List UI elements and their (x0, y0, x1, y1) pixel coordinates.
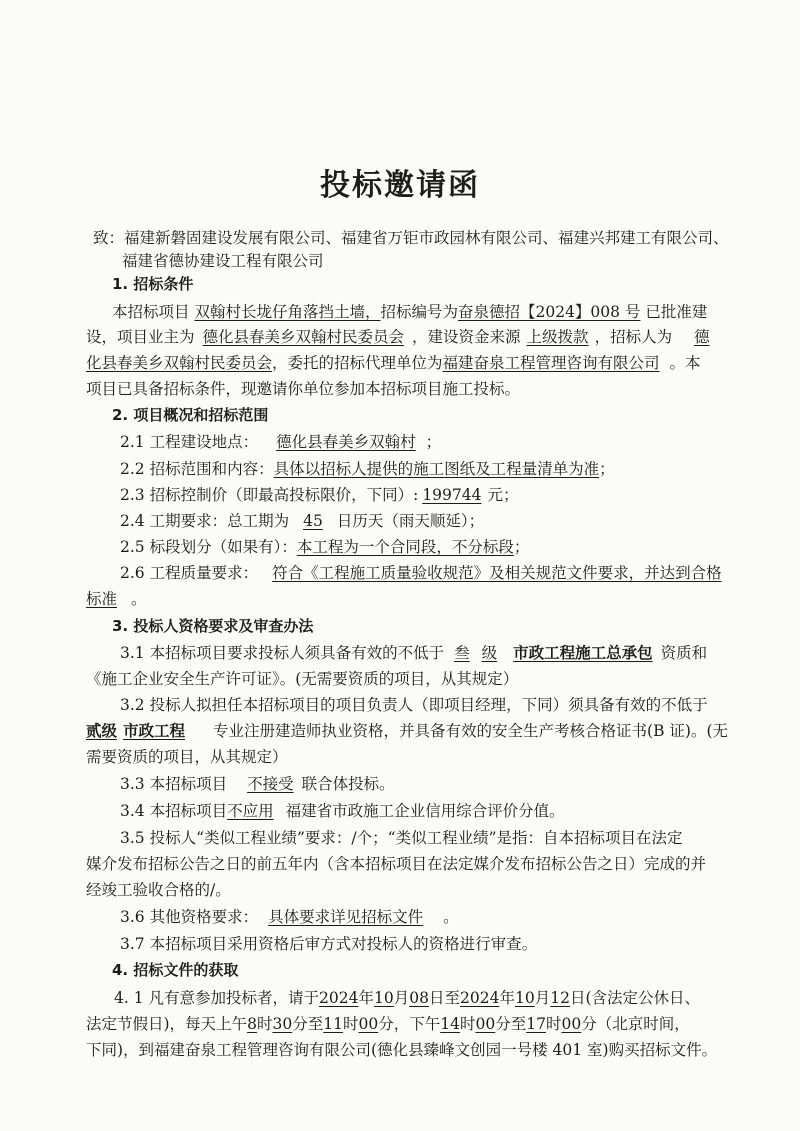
s2-item-3 (120, 485, 519, 505)
s2-item-5 (120, 537, 529, 557)
s1-text: 设，项目业主为 (86, 328, 195, 346)
s1-paragraph-line-4: 项目已具备招标条件，现邀请你单位参加本招标项目施工投标。 (86, 380, 521, 398)
s3-item-2-line-1: 3.2 投标人拟担任本招标项目的项目负责人（即项目经理，下同）须具备有效的不低于 (120, 696, 708, 714)
s4-text: 年 (358, 989, 374, 1007)
tender-number: 奋泉德招【2024】008 号 (457, 303, 641, 321)
section-4-heading: 4. 招标文件的获取 (112, 961, 239, 979)
start-month: 10 (373, 989, 394, 1007)
s1-text: ，招标人为 (594, 328, 673, 346)
s3-text: 资质和 (660, 644, 708, 662)
construction-period: 45 (303, 512, 323, 530)
s2-item-end: 日历天（雨天顺延）； (336, 512, 485, 530)
s1-text: ，委托的招标代理单位为 (272, 354, 443, 372)
s3-item-1 (120, 643, 707, 663)
s2-item-6 (120, 563, 722, 583)
s3-text: 专业注册建造师执业资格，并具备有效的安全生产考核合格证书(B 证)。(无 (213, 722, 728, 740)
section-2-heading: 2. 项目概况和招标范围 (112, 406, 269, 424)
s2-item-label: 2.2 招标范围和内容： (120, 460, 274, 478)
s3-item-5-line-2: 媒介发布招标公告之日的前五年内（含本招标项目在法定媒介发布招标公告之日）完成的并 (86, 855, 707, 873)
s3-text: 福建省市政施工企业信用综合评价分值。 (285, 802, 565, 820)
project-name: 双翰村长垅仔角落挡土墙， (194, 303, 381, 321)
s2-item-end: 元； (487, 486, 519, 504)
section-1-heading: 1. 招标条件 (112, 275, 194, 293)
consortium-bid: 不接受 (247, 775, 294, 793)
s1-text: 招标编号为 (380, 303, 458, 321)
am-end-hour: 11 (323, 1015, 343, 1033)
pm-start-minute: 00 (475, 1015, 496, 1033)
s3-text: 3.3 本招标项目 (120, 775, 228, 793)
fund-source: 上级拨款 (526, 328, 589, 346)
addressee-line-1: 致：福建新磐固建设发展有限公司、福建省万钜市政园林有限公司、福建兴邦建工有限公司、 (93, 229, 729, 247)
s2-item-label: 2.6 工程质量要求： (120, 564, 259, 582)
s3-text: 联合体投标。 (301, 775, 395, 793)
qualification-type: 市政工程施工总承包 (513, 643, 653, 662)
tenderee-part-1: 德 (694, 328, 710, 346)
s3-item-1-line-2: 《施工企业安全生产许可证》。(无需要资质的项目，从其规定） (86, 670, 519, 688)
s2-item-2 (120, 459, 615, 479)
s2-item-1 (120, 432, 441, 452)
qualification-grade: 叁 (454, 644, 470, 662)
s3-item-7: 3.7 本招标项目采用资格后审方式对投标人的资格进行审查。 (120, 935, 538, 953)
s3-item-5-line-3: 经竣工验收合格的/。 (86, 881, 231, 899)
pm-end-hour: 17 (526, 1015, 546, 1033)
construction-site: 德化县春美乡双翰村 (276, 433, 416, 451)
s4-text: 日(含法定公休日、 (569, 989, 700, 1007)
other-requirements: 具体要求详见招标文件 (268, 908, 424, 926)
s3-item-2-line-2 (86, 721, 728, 741)
am-start-hour: 8 (247, 1015, 257, 1033)
am-start-minute: 30 (272, 1015, 293, 1033)
addressee-line-2: 福建省德协建设工程有限公司 (122, 252, 324, 270)
tenderee-part-2: 化县春美乡双翰村民委员会 (86, 354, 273, 372)
s4-text: 年 (499, 989, 515, 1007)
project-owner: 德化县春美乡双翰村民委员会 (202, 328, 405, 346)
s4-text: 4. 1 凡有意参加投标者，请于 (114, 989, 320, 1007)
s3-text: 3.4 本招标项目 (120, 802, 228, 820)
pm-end-minute: 00 (561, 1015, 582, 1033)
s2-item-label: 2.3 招标控制价（即最高投标限价，下同）: (120, 486, 419, 504)
s1-text: 。本 (669, 354, 701, 372)
s4-text: 月 (393, 989, 410, 1007)
s3-item-4 (120, 801, 565, 821)
section-3-heading: 3. 投标人资格要求及审查办法 (112, 617, 314, 635)
quality-requirement: 符合《工程施工质量验收规范》及相关规范文件要求，并达到合格 (272, 564, 722, 582)
s4-text: 日至 (428, 989, 460, 1007)
s3-text: 3.1 本招标项目要求投标人须具备有效的不低于 (120, 644, 445, 662)
credit-evaluation: 不应用 (227, 802, 274, 820)
s4-text: 分，下午 (378, 1015, 441, 1033)
s2-item-label: 2.5 标段划分（如果有）： (120, 538, 297, 556)
s2-item-end: 。 (131, 590, 147, 608)
tender-scope: 具体以招标人提供的施工图纸及工程量清单为准 (273, 460, 600, 478)
constructor-major: 市政工程 (123, 721, 186, 740)
s4-line-2 (86, 1014, 690, 1034)
grade-unit: 级 (481, 644, 498, 662)
agent-name: 福建奋泉工程管理咨询有限公司 (442, 354, 660, 372)
page-title: 投标邀请函 (320, 168, 480, 203)
s1-paragraph-line-2 (86, 327, 710, 347)
s4-text: 法定节假日)，每天上午 (86, 1015, 248, 1033)
s4-line-3: 下同)，到福建奋泉工程管理咨询有限公司(德化县臻峰文创园一号楼 401 室)购买招标文件。 (86, 1041, 718, 1059)
pm-start-hour: 14 (440, 1015, 460, 1033)
end-year: 2024 (459, 989, 500, 1007)
s2-item-end: ； (513, 538, 530, 556)
s2-item-label: 2.1 工程建设地点： (120, 433, 259, 451)
start-day: 08 (409, 989, 429, 1007)
s2-item-4 (120, 511, 484, 531)
s3-text: 3.6 其他资格要求： (120, 908, 259, 926)
s2-item-6-cont (86, 589, 147, 609)
s4-text: 时 (545, 1015, 562, 1033)
start-year: 2024 (319, 989, 359, 1007)
s1-paragraph-line-3 (86, 353, 701, 373)
s3-item-5-line-1: 3.5 投标人“类似工程业绩”要求：/个；“类似工程业绩”是指：自本招标项目在法定 (120, 829, 683, 847)
s3-item-6 (120, 907, 459, 927)
s2-item-end: ； (599, 460, 615, 478)
end-day: 12 (550, 989, 570, 1007)
s4-text: 时 (459, 1015, 476, 1033)
s3-item-2-line-3: 需要资质的项目，从其规定） (86, 748, 288, 766)
s4-text: 分至 (495, 1015, 527, 1033)
s4-text: 分至 (292, 1015, 324, 1033)
s2-item-end: ； (425, 433, 442, 451)
lot-division: 本工程为一个合同段，不分标段 (296, 538, 514, 556)
constructor-grade: 贰级 (86, 721, 118, 740)
s1-text: 本招标项目 (112, 303, 190, 321)
end-month: 10 (514, 989, 535, 1007)
s4-text: 分（北京时间， (581, 1015, 690, 1033)
s4-text: 时 (342, 1015, 359, 1033)
s3-text: 。 (443, 908, 459, 926)
s2-item-label: 2.4 工期要求：总工期为 (120, 512, 290, 530)
control-price: 199744 (422, 486, 482, 504)
s4-text: 月 (534, 989, 551, 1007)
quality-requirement-cont: 标准 (86, 590, 118, 608)
s1-text: 已批准建 (645, 303, 708, 321)
s1-text: ，建设资金来源 (412, 328, 521, 346)
s3-item-3 (120, 774, 395, 794)
s4-line-1 (114, 988, 700, 1008)
am-end-minute: 00 (358, 1015, 379, 1033)
s1-paragraph-line-1 (112, 302, 707, 322)
s4-text: 时 (256, 1015, 273, 1033)
